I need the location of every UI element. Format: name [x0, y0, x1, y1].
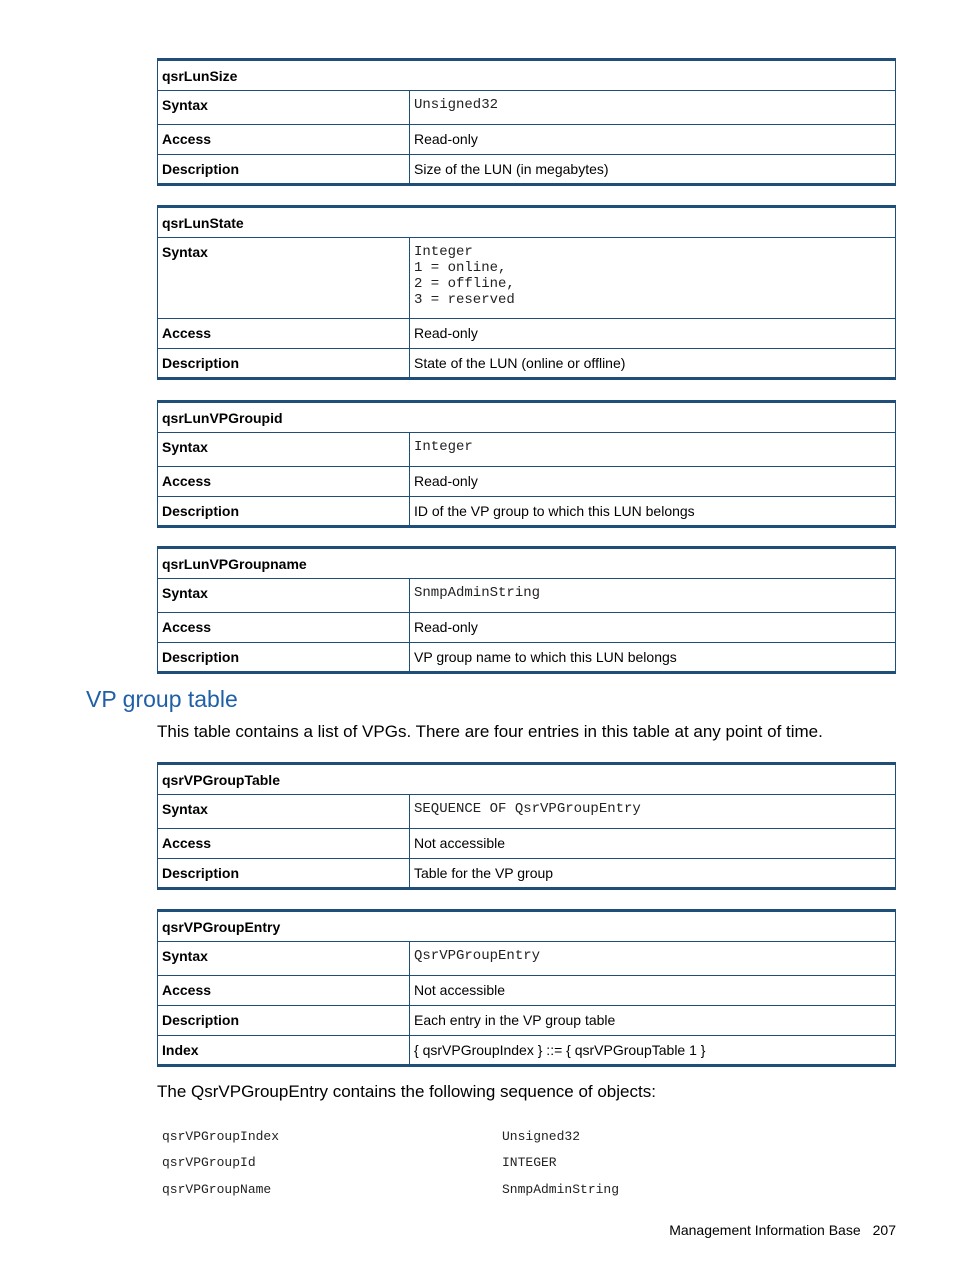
row-label: Access [158, 467, 410, 497]
row-label: Description [158, 497, 410, 527]
row-value: Size of the LUN (in megabytes) [410, 155, 896, 185]
row-value: State of the LUN (online or offline) [410, 349, 896, 379]
row-value: Not accessible [410, 976, 896, 1006]
table-title: qsrVPGroupEntry [158, 911, 896, 942]
section-title: VP group table [86, 686, 238, 712]
table-title: qsrVPGroupTable [158, 764, 896, 795]
row-label: Syntax [158, 91, 410, 125]
sequence-intro: The QsrVPGroupEntry contains the following sequence of objects: [157, 1082, 656, 1101]
row-value: Read-only [410, 613, 896, 643]
section-intro: This table contains a list of VPGs. There are four entries in this table at any point of time. [157, 722, 823, 741]
row-label: Access [158, 125, 410, 155]
row-value: Read-only [410, 125, 896, 155]
row-value: ID of the VP group to which this LUN belongs [410, 497, 896, 527]
sequence-type: Unsigned32 [502, 1129, 581, 1144]
mib-table-qsrLunState [157, 205, 896, 380]
row-label: Access [158, 319, 410, 349]
row-value: Table for the VP group [410, 859, 896, 889]
row-label: Access [158, 829, 410, 859]
row-label: Syntax [158, 433, 410, 467]
row-value: Not accessible [410, 829, 896, 859]
page-footer [669, 1222, 896, 1238]
mib-table-qsrLunVPGroupid [157, 400, 896, 528]
row-value: QsrVPGroupEntry [410, 942, 896, 976]
row-value: VP group name to which this LUN belongs [410, 643, 896, 673]
row-value: SnmpAdminString [410, 579, 896, 613]
row-label: Access [158, 613, 410, 643]
row-label: Syntax [158, 795, 410, 829]
mib-table-qsrVPGroupEntry [157, 909, 896, 1067]
row-label: Description [158, 643, 410, 673]
sequence-object: qsrVPGroupIndex [162, 1129, 280, 1144]
row-value: Read-only [410, 319, 896, 349]
sequence-type: SnmpAdminString [502, 1182, 620, 1197]
table-title: qsrLunState [158, 207, 896, 238]
footer-title: Management Information Base [669, 1222, 861, 1238]
row-label: Syntax [158, 238, 410, 319]
row-label: Description [158, 155, 410, 185]
sequence-type: INTEGER [502, 1155, 557, 1170]
row-label: Description [158, 859, 410, 889]
page-number: 207 [872, 1222, 896, 1238]
row-label: Index [158, 1036, 410, 1066]
mib-table-qsrLunSize [157, 58, 896, 186]
table-title: qsrLunVPGroupid [158, 402, 896, 433]
row-label: Syntax [158, 942, 410, 976]
row-label: Access [158, 976, 410, 1006]
row-value: Read-only [410, 467, 896, 497]
sequence-object: qsrVPGroupId [162, 1155, 256, 1170]
row-label: Description [158, 1006, 410, 1036]
row-value: Integer [410, 433, 896, 467]
row-label: Description [158, 349, 410, 379]
row-value: Unsigned32 [410, 91, 896, 125]
table-title: qsrLunSize [158, 60, 896, 91]
row-value: { qsrVPGroupIndex } ::= { qsrVPGroupTable 1 } [410, 1036, 896, 1066]
row-value: Integer 1 = online, 2 = offline, 3 = reserved [410, 238, 896, 319]
mib-table-qsrVPGroupTable [157, 762, 896, 890]
row-value: SEQUENCE OF QsrVPGroupEntry [410, 795, 896, 829]
sequence-object: qsrVPGroupName [162, 1182, 272, 1197]
row-value: Each entry in the VP group table [410, 1006, 896, 1036]
row-label: Syntax [158, 579, 410, 613]
table-title: qsrLunVPGroupname [158, 548, 896, 579]
mib-table-qsrLunVPGroupname [157, 546, 896, 674]
